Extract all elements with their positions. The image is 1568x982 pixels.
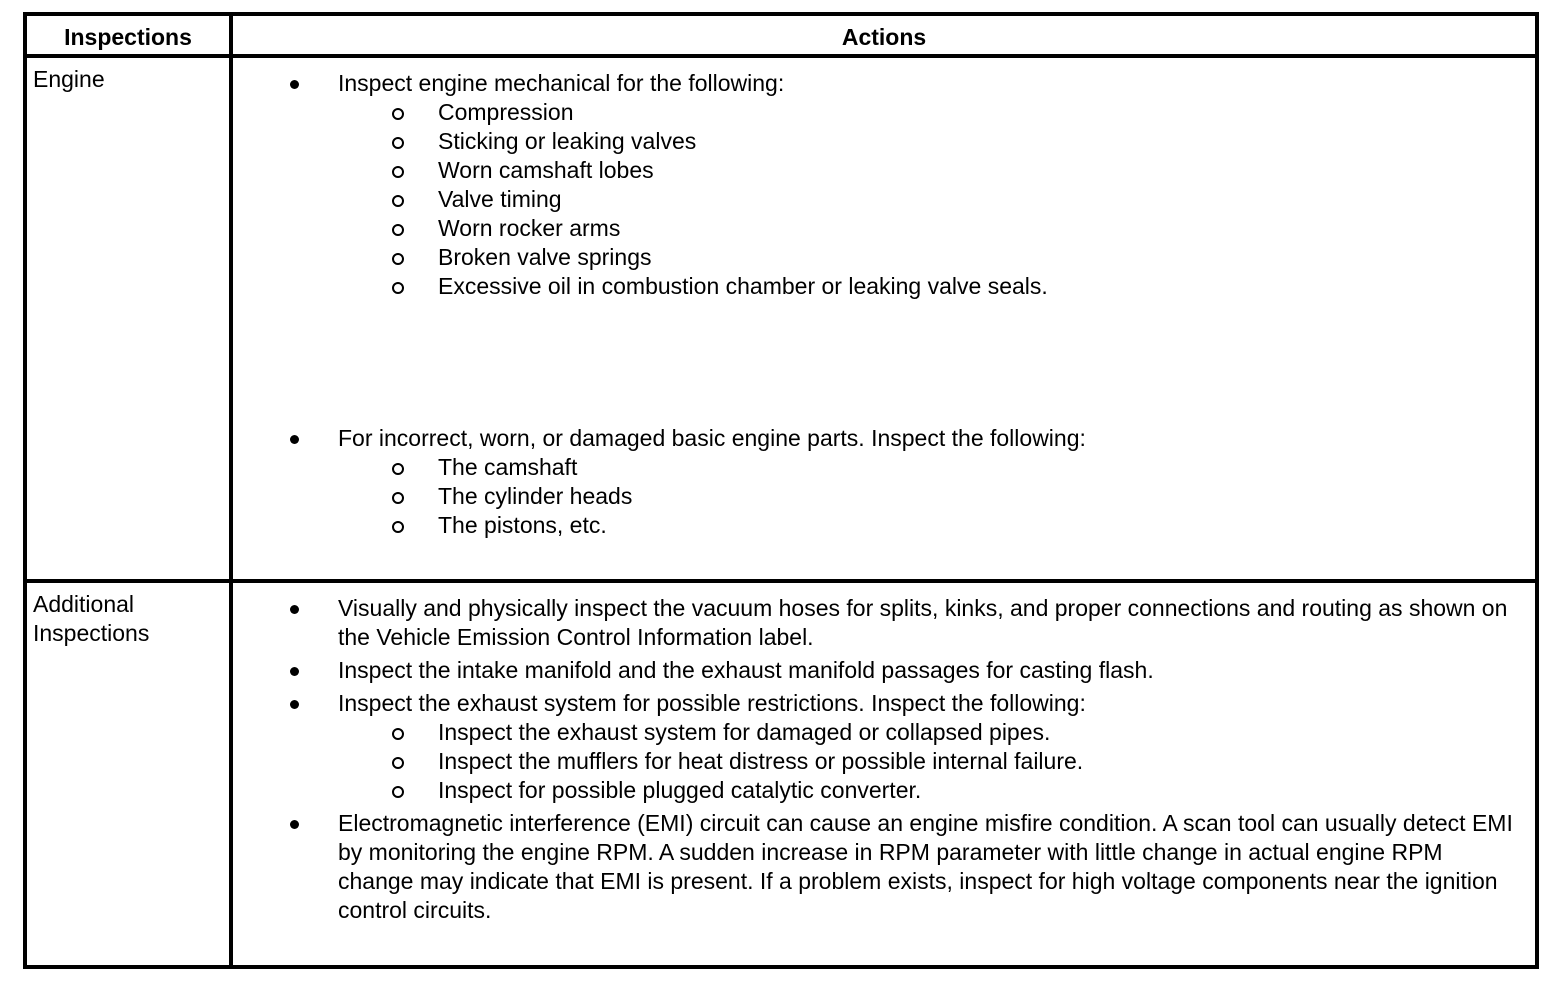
sub-item [338, 214, 1521, 243]
bullet-item [233, 594, 1535, 652]
bullet-item [233, 424, 1535, 540]
sub-item-text: Valve timing [438, 186, 562, 212]
actions-engine-item-1 [233, 69, 1535, 301]
sub-item-text: The pistons, etc. [438, 512, 607, 538]
sub-list [338, 453, 1521, 540]
sub-list [338, 98, 1521, 301]
bullet-icon [290, 605, 299, 614]
circle-bullet-icon [392, 728, 404, 740]
sub-item [338, 511, 1521, 540]
circle-bullet-icon [392, 521, 404, 533]
row-label-line: Inspections [33, 620, 150, 646]
header-inspections: Inspections [64, 24, 192, 50]
circle-bullet-icon [392, 492, 404, 504]
circle-bullet-icon [392, 786, 404, 798]
sub-item-text: Inspect the mufflers for heat distress or possible internal failure. [438, 748, 1084, 774]
sub-item-text: Compression [438, 99, 574, 125]
sub-item [338, 98, 1521, 127]
circle-bullet-icon [392, 463, 404, 475]
sub-item-text: Worn rocker arms [438, 215, 621, 241]
bullet-item [233, 69, 1535, 301]
sub-item [338, 272, 1521, 301]
row-divider [27, 579, 1535, 583]
bullet-text: Electromagnetic interference (EMI) circuit can cause an engine misfire condition. A scan tool can usually detect EMI by monitoring the engine RPM. A sudden increase in RPM parameter with little change in actual engine RPM change may indicate that EMI is present. If a problem exists, inspect for high voltage components near the ignition control circuits. [338, 810, 1513, 923]
row-label-line: Engine [33, 66, 105, 92]
circle-bullet-icon [392, 166, 404, 178]
bullet-text: Inspect the intake manifold and the exhaust manifold passages for casting flash. [338, 657, 1154, 683]
bullet-list [233, 594, 1535, 925]
sub-list [338, 718, 1521, 805]
bullet-text: Visually and physically inspect the vacuum hoses for splits, kinks, and proper connections and routing as shown on the Vehicle Emission Control Information label. [338, 595, 1508, 650]
header-actions: Actions [841, 24, 927, 50]
bullet-item [233, 809, 1535, 925]
bullet-text: For incorrect, worn, or damaged basic engine parts. Inspect the following: [338, 425, 1086, 451]
sub-item [338, 243, 1521, 272]
sub-item [338, 482, 1521, 511]
circle-bullet-icon [392, 195, 404, 207]
sub-item-text: Inspect for possible plugged catalytic converter. [438, 777, 922, 803]
sub-item-text: The cylinder heads [438, 483, 633, 509]
sub-item [338, 185, 1521, 214]
bullet-item [233, 689, 1535, 805]
bullet-icon [290, 700, 299, 709]
bullet-list [233, 69, 1535, 301]
sub-item-text: The camshaft [438, 454, 578, 480]
sub-item [338, 127, 1521, 156]
circle-bullet-icon [392, 282, 404, 294]
bullet-icon [290, 80, 299, 89]
actions-additional-inspections [233, 594, 1535, 925]
sub-item [338, 747, 1521, 776]
sub-item-text: Sticking or leaking valves [438, 128, 697, 154]
circle-bullet-icon [392, 253, 404, 265]
bullet-list [233, 424, 1535, 540]
row-label-line: Additional [33, 591, 135, 617]
circle-bullet-icon [392, 137, 404, 149]
circle-bullet-icon [392, 108, 404, 120]
bullet-text: Inspect the exhaust system for possible restrictions. Inspect the following: [338, 690, 1086, 716]
sub-item-text: Excessive oil in combustion chamber or leaking valve seals. [438, 273, 1048, 299]
bullet-icon [290, 820, 299, 829]
actions-engine-item-2 [233, 424, 1535, 540]
sub-item-text: Worn camshaft lobes [438, 157, 654, 183]
circle-bullet-icon [392, 757, 404, 769]
sub-item [338, 156, 1521, 185]
circle-bullet-icon [392, 224, 404, 236]
row-label-additional-inspections [33, 590, 149, 648]
bullet-text: Inspect engine mechanical for the following: [338, 70, 785, 96]
sub-item [338, 718, 1521, 747]
sub-item-text: Broken valve springs [438, 244, 652, 270]
inspections-table [23, 12, 1539, 969]
sub-item [338, 453, 1521, 482]
bullet-icon [290, 435, 299, 444]
sub-item [338, 776, 1521, 805]
sub-item-text: Inspect the exhaust system for damaged or collapsed pipes. [438, 719, 1051, 745]
bullet-icon [290, 667, 299, 676]
row-label-engine [33, 65, 105, 94]
bullet-item [233, 656, 1535, 685]
